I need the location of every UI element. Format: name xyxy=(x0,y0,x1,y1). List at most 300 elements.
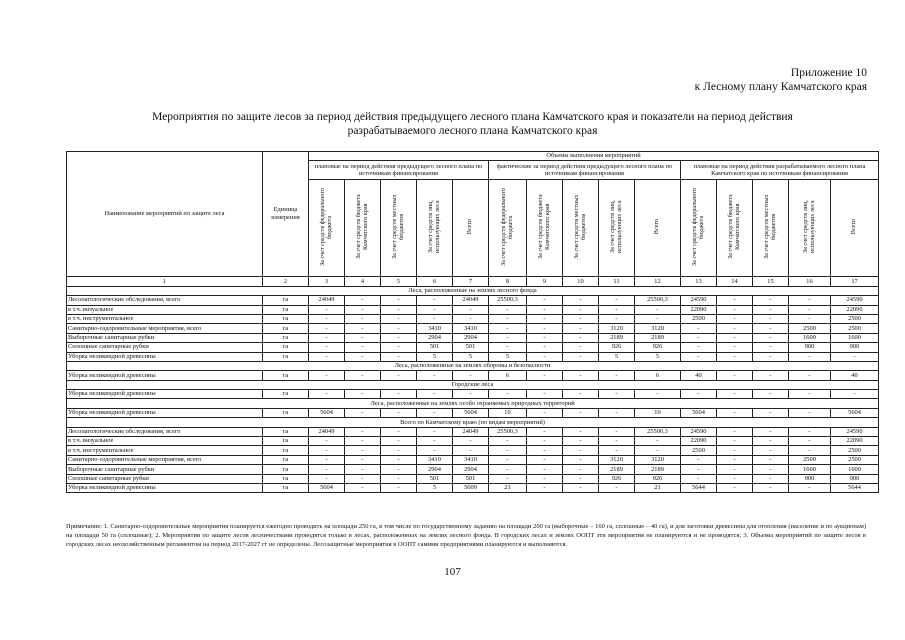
row-value: - xyxy=(345,333,381,342)
row-unit: га xyxy=(263,465,309,474)
row-value: - xyxy=(309,455,345,464)
row-value: 501 xyxy=(417,474,453,483)
row-value: - xyxy=(563,437,599,446)
row-value: 6 xyxy=(489,371,527,380)
row-value: - xyxy=(527,437,563,446)
row-value: 24049 xyxy=(453,296,489,305)
row-value: - xyxy=(417,296,453,305)
row-value: - xyxy=(717,296,753,305)
row-value: 24590 xyxy=(831,427,879,436)
row-value: 3410 xyxy=(453,324,489,333)
row-value: - xyxy=(717,324,753,333)
row-value: - xyxy=(527,333,563,342)
row-value: - xyxy=(681,343,717,352)
row-value: - xyxy=(789,305,831,314)
row-value: - xyxy=(717,352,753,361)
row-name: Уборка неликвидной древесины xyxy=(67,483,263,492)
table-row xyxy=(67,427,879,436)
row-value: - xyxy=(753,352,789,361)
row-value: - xyxy=(753,483,789,492)
row-value: - xyxy=(789,390,831,399)
table-row xyxy=(67,352,879,361)
row-value: 2500 xyxy=(831,455,879,464)
section-title: Леса, расположенные на землях лесного фонда xyxy=(67,286,879,295)
row-value: - xyxy=(489,305,527,314)
row-value: - xyxy=(453,371,489,380)
row-value: - xyxy=(527,305,563,314)
row-value: 24049 xyxy=(309,427,345,436)
row-value: 5604 xyxy=(681,408,717,417)
row-value: 926 xyxy=(635,474,681,483)
row-value: 22090 xyxy=(681,437,717,446)
col-number: 4 xyxy=(345,277,381,286)
header-unit-column: Единица измерения xyxy=(263,152,309,277)
row-value: - xyxy=(453,437,489,446)
row-value: - xyxy=(831,390,879,399)
row-value: - xyxy=(527,446,563,455)
row-value: - xyxy=(381,408,417,417)
row-value: - xyxy=(527,390,563,399)
row-value: - xyxy=(489,390,527,399)
row-name: Выборочные санитарные рубки xyxy=(67,333,263,342)
row-value: - xyxy=(789,296,831,305)
row-value: - xyxy=(489,324,527,333)
row-value: - xyxy=(309,465,345,474)
row-name: Уборка неликвидной древесины xyxy=(67,408,263,417)
row-value: - xyxy=(345,305,381,314)
header-total-2: Всего xyxy=(635,180,681,277)
row-value: - xyxy=(681,455,717,464)
col-number: 1 xyxy=(67,277,263,286)
row-name: Санитарно-оздоровительные мероприятия, всего xyxy=(67,455,263,464)
row-value: - xyxy=(309,390,345,399)
row-value: - xyxy=(717,314,753,323)
row-value: - xyxy=(345,465,381,474)
header-total-1: Всего xyxy=(453,180,489,277)
row-name: Лесопатологические обследования, всего xyxy=(67,296,263,305)
row-value: - xyxy=(681,465,717,474)
row-value: - xyxy=(417,371,453,380)
row-value: 5604 xyxy=(309,408,345,417)
row-value: - xyxy=(789,437,831,446)
table-row xyxy=(67,455,879,464)
row-value: - xyxy=(635,446,681,455)
section-row xyxy=(67,399,879,408)
col-number: 13 xyxy=(681,277,717,286)
measures-table xyxy=(66,151,879,493)
row-unit: га xyxy=(263,324,309,333)
row-value: 24590 xyxy=(831,296,879,305)
row-value: 5 xyxy=(599,352,635,361)
row-value: - xyxy=(563,474,599,483)
section-title: Всего по Камчатскому краю (по видам мероприятий) xyxy=(67,418,879,427)
row-value: 900 xyxy=(789,343,831,352)
row-value: 900 xyxy=(831,474,879,483)
row-value: - xyxy=(381,296,417,305)
row-value: 501 xyxy=(453,474,489,483)
col-number: 5 xyxy=(381,277,417,286)
row-unit: га xyxy=(263,437,309,446)
row-value: - xyxy=(309,343,345,352)
table-row xyxy=(67,314,879,323)
section-row xyxy=(67,361,879,370)
header-fed-3: За счет средств федерального бюджета xyxy=(681,180,717,277)
row-value: 5 xyxy=(417,483,453,492)
appendix-label xyxy=(695,66,867,94)
row-value: - xyxy=(345,371,381,380)
row-value: - xyxy=(381,455,417,464)
row-value: - xyxy=(599,371,635,380)
section-title: Леса, расположенные на землях особо охраняемых природных территорий xyxy=(67,399,879,408)
row-value: - xyxy=(681,390,717,399)
row-value: - xyxy=(453,314,489,323)
section-row xyxy=(67,286,879,295)
row-value: 25500,3 xyxy=(489,296,527,305)
row-name: Уборка неликвидной древесины xyxy=(67,390,263,399)
row-unit: га xyxy=(263,343,309,352)
row-value: - xyxy=(599,390,635,399)
row-value: 5 xyxy=(489,352,527,361)
row-value: - xyxy=(309,305,345,314)
row-value: - xyxy=(563,455,599,464)
row-value: - xyxy=(831,352,879,361)
row-value: - xyxy=(681,352,717,361)
row-value: - xyxy=(381,305,417,314)
col-number: 14 xyxy=(717,277,753,286)
row-value: 5 xyxy=(453,352,489,361)
row-value: - xyxy=(789,371,831,380)
row-value: - xyxy=(489,437,527,446)
row-value: - xyxy=(345,296,381,305)
row-value: - xyxy=(753,437,789,446)
section-row xyxy=(67,380,879,389)
header-volumes: Объемы выполнения мероприятий xyxy=(309,152,879,161)
row-value: - xyxy=(453,305,489,314)
row-value: - xyxy=(753,427,789,436)
row-value: 24590 xyxy=(681,427,717,436)
row-value: - xyxy=(309,324,345,333)
header-row-1 xyxy=(67,152,879,161)
row-value: 10 xyxy=(489,408,527,417)
header-pers-3: За счет средств лиц, использующих леса xyxy=(789,180,831,277)
row-name: Сплошные санитарные рубки xyxy=(67,474,263,483)
row-value: - xyxy=(563,427,599,436)
row-value: - xyxy=(753,305,789,314)
row-value: - xyxy=(527,483,563,492)
row-value: - xyxy=(527,465,563,474)
row-value: - xyxy=(563,314,599,323)
header-reg-2: За счет средств бюджета Камчатского края xyxy=(527,180,563,277)
row-value: - xyxy=(599,446,635,455)
row-unit: га xyxy=(263,390,309,399)
row-value: 22090 xyxy=(831,437,879,446)
table-row xyxy=(67,305,879,314)
row-value: - xyxy=(753,455,789,464)
row-value: - xyxy=(681,474,717,483)
header-total-3: Всего xyxy=(831,180,879,277)
header-group-planned-previous: плановые на период действия предыдущего лесного плана по источникам финансирования xyxy=(309,161,489,180)
row-value: - xyxy=(717,305,753,314)
row-value: 21 xyxy=(489,483,527,492)
row-value: 3120 xyxy=(635,324,681,333)
row-value: 3410 xyxy=(453,455,489,464)
appendix-number: Приложение 10 xyxy=(790,67,867,79)
row-value: 926 xyxy=(635,343,681,352)
row-unit: га xyxy=(263,371,309,380)
row-value: 3120 xyxy=(599,324,635,333)
col-number: 8 xyxy=(489,277,527,286)
row-value: - xyxy=(345,314,381,323)
row-value: - xyxy=(489,474,527,483)
row-value: - xyxy=(717,408,753,417)
col-number: 6 xyxy=(417,277,453,286)
table-row xyxy=(67,437,879,446)
row-name: в т.ч. инструментальное xyxy=(67,314,263,323)
row-value: - xyxy=(599,408,635,417)
row-value: - xyxy=(717,483,753,492)
row-value: - xyxy=(753,390,789,399)
row-value: - xyxy=(527,408,563,417)
table-row xyxy=(67,343,879,352)
row-value: - xyxy=(599,314,635,323)
row-unit: га xyxy=(263,455,309,464)
row-value: 24049 xyxy=(453,427,489,436)
row-value: 1600 xyxy=(789,465,831,474)
table-row xyxy=(67,465,879,474)
row-value: - xyxy=(563,371,599,380)
header-loc-1: За счет средств местных бюджетов xyxy=(381,180,417,277)
row-value: 5609 xyxy=(453,483,489,492)
row-value: - xyxy=(563,352,599,361)
row-value: 926 xyxy=(599,343,635,352)
row-value: - xyxy=(381,333,417,342)
row-value: - xyxy=(717,474,753,483)
col-number: 3 xyxy=(309,277,345,286)
row-value: - xyxy=(489,446,527,455)
header-group-actual-previous: фактические за период действия предыдущего лесного плана по источникам финансирования xyxy=(489,161,681,180)
footnote: Примечание: 1. Санитарно-оздоровительные мероприятия планируется ежегодно проводить на площади 250 га, в том числе по государственному заданию на площади 200 га (выборочные – 160 га, сплошные – 40 га), и для заготовки древесины для отопления (население и по аукционам) на площади 50 га (сплошные); 2. Мероприятия по защите лесов лесничествами проводятся только в лесах, расположенных на землях лесного фонда. В городских лесах и землях ООПТ эти мероприятия не планируются и не проводятся; 3. Объемы мероприятий по защите лесов в городских лесах неохозяйственным регламентом на период 2017-2027 гг не определены. Лесозащитные мероприятия в ООПТ самими предприятиями планируются и выполняются. xyxy=(66,523,866,548)
row-value: - xyxy=(309,446,345,455)
row-value: 2500 xyxy=(831,314,879,323)
row-value: - xyxy=(717,390,753,399)
row-value: - xyxy=(717,333,753,342)
row-value: 2904 xyxy=(453,465,489,474)
row-value: - xyxy=(527,474,563,483)
header-group-planned-new: плановые на период действия разрабатываемого лесного плана Камчатского края по источникам финансирования xyxy=(681,161,879,180)
row-unit: га xyxy=(263,408,309,417)
row-value: - xyxy=(717,455,753,464)
row-value: - xyxy=(717,343,753,352)
row-value: - xyxy=(417,437,453,446)
table-row xyxy=(67,371,879,380)
row-value: 2189 xyxy=(599,465,635,474)
header-loc-3: За счет средств местных бюджетов xyxy=(753,180,789,277)
row-value: - xyxy=(381,437,417,446)
row-value: - xyxy=(753,324,789,333)
col-number: 15 xyxy=(753,277,789,286)
row-value: 5604 xyxy=(831,408,879,417)
row-value: - xyxy=(489,314,527,323)
section-row xyxy=(67,418,879,427)
row-value: - xyxy=(563,296,599,305)
row-unit: га xyxy=(263,483,309,492)
row-value: - xyxy=(453,390,489,399)
table-row xyxy=(67,333,879,342)
row-value: - xyxy=(681,324,717,333)
row-value: - xyxy=(717,371,753,380)
table-row xyxy=(67,296,879,305)
header-pers-2: За счет средств лиц, использующих леса xyxy=(599,180,635,277)
row-value: - xyxy=(309,371,345,380)
row-value: - xyxy=(681,333,717,342)
col-number: 9 xyxy=(527,277,563,286)
row-value: - xyxy=(599,437,635,446)
row-value: 22090 xyxy=(831,305,879,314)
row-value: 501 xyxy=(453,343,489,352)
header-pers-1: За счет средств лиц, использующих леса xyxy=(417,180,453,277)
row-value: 25500,3 xyxy=(635,427,681,436)
row-value: - xyxy=(789,427,831,436)
row-value: 2500 xyxy=(831,446,879,455)
row-value: 3120 xyxy=(635,455,681,464)
row-value: - xyxy=(381,390,417,399)
row-value: 6 xyxy=(635,371,681,380)
table-row xyxy=(67,390,879,399)
row-value: - xyxy=(527,455,563,464)
row-value: - xyxy=(563,408,599,417)
row-value: - xyxy=(309,333,345,342)
row-value: - xyxy=(381,352,417,361)
row-value: - xyxy=(563,465,599,474)
header-loc-2: За счет средств местных бюджетов xyxy=(563,180,599,277)
row-value: - xyxy=(489,343,527,352)
row-value: - xyxy=(489,333,527,342)
table-row xyxy=(67,446,879,455)
row-value: - xyxy=(309,437,345,446)
row-value: 24049 xyxy=(309,296,345,305)
row-value: 22090 xyxy=(681,305,717,314)
row-value: - xyxy=(417,427,453,436)
row-value: - xyxy=(753,446,789,455)
row-value: 3120 xyxy=(599,455,635,464)
row-value: - xyxy=(527,371,563,380)
row-value: - xyxy=(563,324,599,333)
col-number: 11 xyxy=(599,277,635,286)
row-value: - xyxy=(309,314,345,323)
row-value: - xyxy=(753,296,789,305)
column-number-row xyxy=(67,277,879,286)
row-value: - xyxy=(453,446,489,455)
row-value: 5 xyxy=(635,352,681,361)
row-value: - xyxy=(381,343,417,352)
row-value: - xyxy=(345,352,381,361)
row-value: - xyxy=(563,483,599,492)
appendix-reference: к Лесному плану Камчатского края xyxy=(694,81,867,93)
row-value: 25500,3 xyxy=(635,296,681,305)
row-value: 2904 xyxy=(417,333,453,342)
row-value: - xyxy=(753,314,789,323)
row-value: - xyxy=(717,437,753,446)
row-value: - xyxy=(563,343,599,352)
row-value: - xyxy=(345,446,381,455)
row-value: - xyxy=(527,314,563,323)
row-value: - xyxy=(345,437,381,446)
row-value: 24590 xyxy=(681,296,717,305)
row-value: 2189 xyxy=(635,333,681,342)
row-value: - xyxy=(527,296,563,305)
row-value: - xyxy=(789,408,831,417)
row-name: Санитарно-оздоровительные мероприятия, всего xyxy=(67,324,263,333)
table-row xyxy=(67,474,879,483)
row-value: 2500 xyxy=(681,314,717,323)
header-reg-3: За счет средств бюджета Камчатского края xyxy=(717,180,753,277)
row-name: Уборка неликвидной древесины xyxy=(67,352,263,361)
row-value: 5644 xyxy=(681,483,717,492)
row-value: - xyxy=(527,324,563,333)
row-value: - xyxy=(753,465,789,474)
row-value: 1600 xyxy=(831,465,879,474)
table-row xyxy=(67,324,879,333)
table-row xyxy=(67,483,879,492)
row-value: - xyxy=(417,408,453,417)
row-value: 40 xyxy=(681,371,717,380)
row-name: Сплошные санитарные рубки xyxy=(67,343,263,352)
row-value: - xyxy=(309,474,345,483)
row-value: 10 xyxy=(635,408,681,417)
document-title xyxy=(60,110,885,138)
row-value: 2904 xyxy=(417,465,453,474)
row-value: 2500 xyxy=(831,324,879,333)
row-value: - xyxy=(753,333,789,342)
row-value: 3410 xyxy=(417,455,453,464)
row-value: - xyxy=(381,483,417,492)
row-name: Лесопатологические обследования, всего xyxy=(67,427,263,436)
row-value: - xyxy=(599,296,635,305)
row-value: - xyxy=(345,343,381,352)
row-value: - xyxy=(381,314,417,323)
row-value: 2904 xyxy=(453,333,489,342)
row-value: - xyxy=(635,437,681,446)
row-unit: га xyxy=(263,305,309,314)
row-value: - xyxy=(381,427,417,436)
col-number: 12 xyxy=(635,277,681,286)
row-value: - xyxy=(345,474,381,483)
title-line-2: разрабатываемого лесного плана Камчатского края xyxy=(347,125,598,137)
row-value: 25500,3 xyxy=(489,427,527,436)
row-value: - xyxy=(753,408,789,417)
row-value: - xyxy=(635,314,681,323)
row-value: - xyxy=(527,352,563,361)
row-name: в т.ч. визуальное xyxy=(67,437,263,446)
row-value: - xyxy=(489,455,527,464)
row-value: 900 xyxy=(831,343,879,352)
row-value: - xyxy=(345,408,381,417)
row-value: 2500 xyxy=(681,446,717,455)
row-unit: га xyxy=(263,333,309,342)
row-value: 5644 xyxy=(831,483,879,492)
header-fed-2: За счет средств федерального бюджета xyxy=(489,180,527,277)
section-title: Леса, расположенные на землях обороны и безопасности xyxy=(67,361,879,370)
row-value: - xyxy=(309,352,345,361)
row-value: 5604 xyxy=(309,483,345,492)
section-title: Городские леса xyxy=(67,380,879,389)
row-value: - xyxy=(345,483,381,492)
title-line-1: Мероприятия по защите лесов за период действия предыдущего лесного плана Камчатского края и показатели на период действия xyxy=(152,111,793,123)
row-value: 40 xyxy=(831,371,879,380)
row-value: - xyxy=(599,483,635,492)
row-value: - xyxy=(563,446,599,455)
row-value: - xyxy=(381,465,417,474)
